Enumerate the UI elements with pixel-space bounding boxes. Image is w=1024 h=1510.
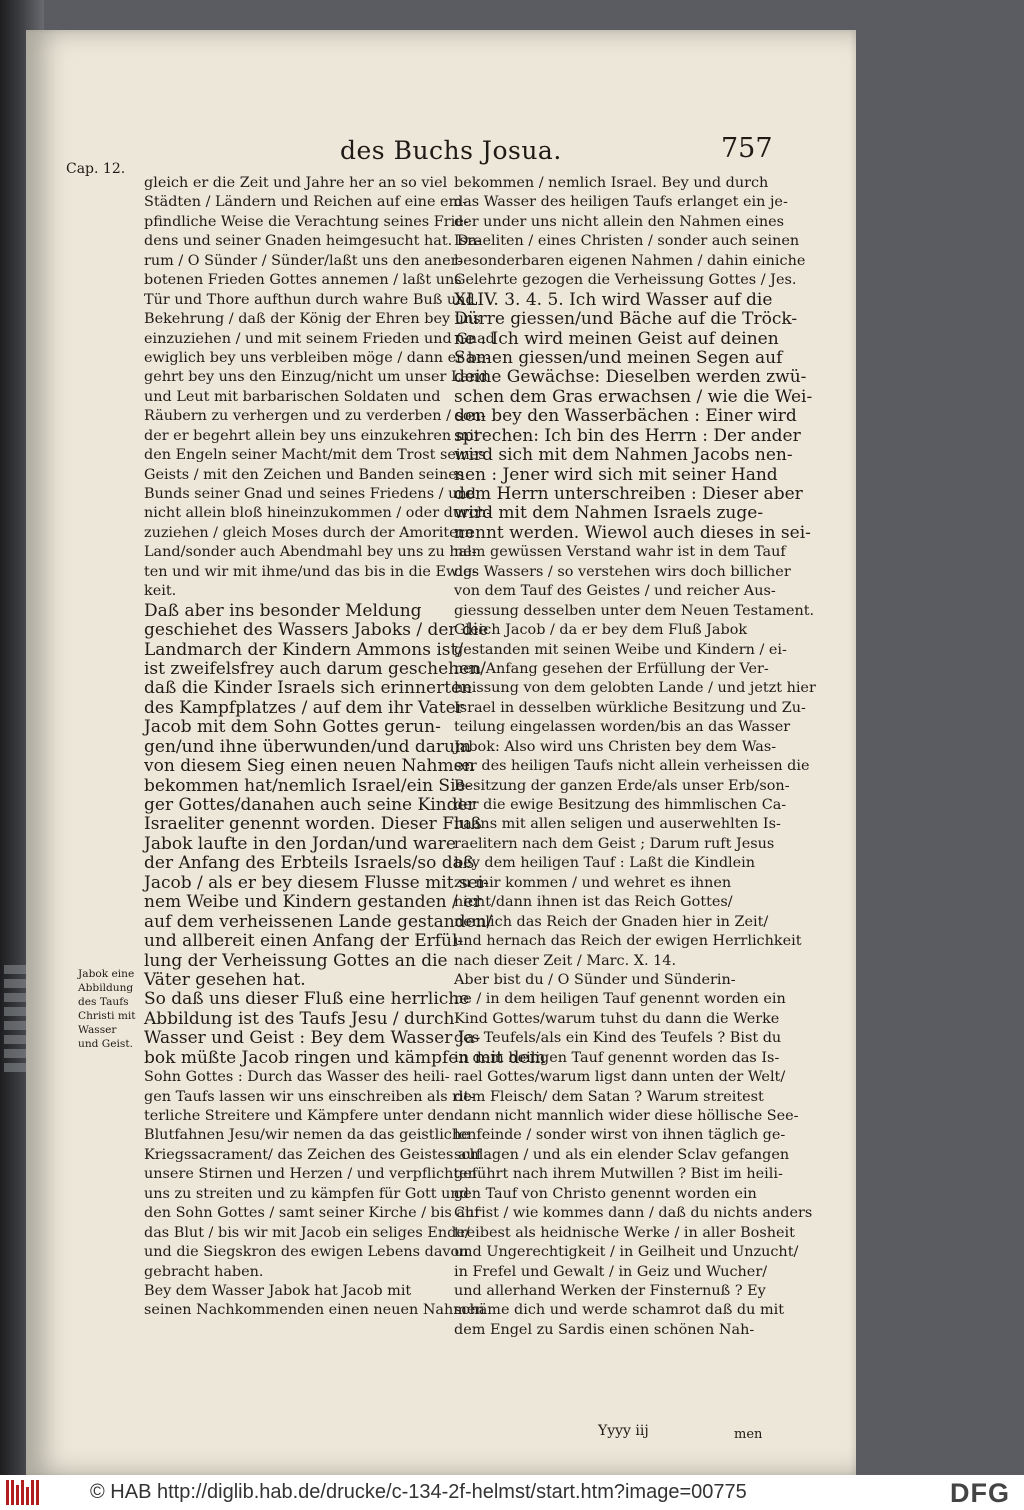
text-line: der die ewige Besitzung des himmlischen Ca- [454, 797, 787, 813]
text-line: Jacob / als er bey diesem Flusse mit sei- [144, 872, 489, 893]
text-line: terliche Streitere und Kämpfere unter den [144, 1108, 455, 1124]
text-line: von dem Tauf des Geistes / und reicher Aus- [454, 583, 776, 600]
text-line: gehrt bey uns den Einzug/nicht um unser Land [144, 369, 488, 386]
text-line: in dem heiligen Tauf genennt worden das Is- [454, 1049, 780, 1066]
text-line: Christ / wie kommes dann / daß du nichts anders [454, 1205, 813, 1222]
text-line: schäme dich und werde schamrot daß du mit [454, 1302, 784, 1319]
text-line: der Anfang des Erbteils Israels/so daß [144, 853, 475, 874]
text-line: uns zu streiten und zu kämpfen für Gott und [144, 1185, 469, 1202]
text-line: der under uns nicht allein den Nahmen eines [454, 213, 785, 230]
text-line: wird sich mit dem Nahmen Jacobs nen- [454, 445, 793, 466]
text-line: ist zweifelsfrey auch darum geschehen/ [144, 658, 486, 679]
text-line: nicht/dann ihnen ist das Reich Gottes/ [454, 894, 733, 911]
text-line: einzuziehen / und mit seinem Frieden und Gnad [144, 330, 495, 347]
text-line: Kind Gottes/warum tuhst du dann die Werke [454, 1010, 780, 1027]
text-line: Kriegssacrament/ das Zeichen des Geistes auf [144, 1146, 482, 1163]
margin-note [78, 967, 144, 1052]
text-line: daß die Kinder Israels sich erinnerten [144, 678, 473, 699]
text-line: gen/und ihne überwunden/und darum [144, 736, 472, 757]
text-line: So daß uns dieser Fluß eine herrliche [144, 989, 470, 1010]
text-line: in Frefel und Gewalt / in Geiz und Wucher/ [454, 1263, 768, 1280]
text-line: ne / in dem heiligen Tauf genennt worden ein [454, 991, 786, 1008]
margin-note-line: Christi mit [78, 1010, 136, 1023]
text-line: und allerhand Werken der Finsternuß ? Ey [454, 1282, 766, 1299]
text-line: gestanden mit seinen Weibe und Kindern / ei- [454, 641, 787, 658]
text-line: und allbereit einen Anfang der Erfül- [144, 931, 464, 952]
text-line: Bey dem Wasser Jabok hat Jacob mit [144, 1282, 412, 1299]
text-line: besonderbaren eigenen Nahmen / dahin einiche [454, 252, 806, 269]
text-line: lenfeinde / sonder wirst von ihnen täglich ge- [454, 1127, 786, 1144]
text-line: und Leut mit barbarischen Soldaten und [144, 388, 441, 405]
left-text-column [144, 174, 546, 1321]
text-line: des Kampfplatzes / auf dem ihr Vater [144, 697, 464, 718]
dfg-logo: DFG [950, 1478, 1010, 1508]
text-line: dens und seiner Gnaden heimgesucht hat. Da- [144, 233, 482, 250]
text-line: das Blut / bis wir mit Jacob ein seliges Ende/ [144, 1224, 470, 1241]
right-text-column [454, 174, 816, 1340]
text-line: teilung eingelassen worden/bis an das Wasser [454, 719, 791, 736]
footer-bar [0, 1475, 1024, 1510]
text-line: dann nicht mannlich wider diese höllische See- [454, 1108, 799, 1124]
text-line: dem Herrn unterschreiben : Dieser aber [454, 484, 803, 504]
text-line: und hernach das Reich der ewigen Herrlichkeit [454, 933, 802, 950]
text-line: bok müßte Jacob ringen und kämpfen mit dem [144, 1047, 546, 1068]
text-line: nen Anfang gesehen der Erfüllung der Ver- [454, 660, 769, 677]
text-line: auf dem verheissenen Lande gestanden/ [144, 911, 493, 932]
margin-note-line: und Geist. [78, 1038, 133, 1051]
text-line: Tür und Thore aufthun durch wahre Buß und [144, 291, 475, 308]
text-line: ger Gottes/danahen auch seine Kinder [144, 795, 476, 815]
text-line: XLIV. 3. 4. 5. Ich wird Wasser auf die [454, 289, 773, 310]
text-line: heissung von dem gelobten Lande / und jetzt hier [454, 680, 816, 697]
text-line: und Ungerechtigkeit / in Geilheit und Unzucht/ [454, 1244, 799, 1261]
text-line: ten und wir mit ihme/und das bis in die Ewig- [144, 563, 478, 580]
text-line: des Wassers / so verstehen wirs doch billicher [454, 563, 791, 580]
text-line: dem Fleisch/ dem Satan ? Warum streitest [454, 1088, 764, 1105]
text-line: schen dem Gras erwachsen / wie die Wei- [454, 386, 813, 407]
text-line: Gleich Jacob / da er bey dem Fluß Jabok [454, 622, 748, 639]
text-line: giessung desselben unter dem Neuen Testament. [454, 602, 815, 619]
running-title: des Buchs Josua. [340, 136, 562, 165]
text-line: gleich er die Zeit und Jahre her an so viel [144, 175, 448, 191]
text-line: Jabok laufte in den Jordan/und ware [144, 833, 456, 854]
text-line: und die Siegskron des ewigen Lebens davon [144, 1244, 469, 1261]
text-line: naans mit allen seligen und auserwehlten Is- [454, 816, 781, 833]
margin-note-line: Abbildung [78, 982, 134, 995]
text-line: Bunds seiner Gnad und seines Friedens / und [144, 486, 476, 502]
text-line: der er begehrt allein bey uns einzukehren mit [144, 427, 480, 444]
text-line: ser des heiligen Taufs nicht allein verheissen die [454, 758, 810, 775]
text-line: keit. [144, 583, 177, 600]
text-line: Israeliter genennt worden. Dieser Fluß [144, 814, 482, 835]
text-line: von diesem Sieg einen neuen Nahmen [144, 756, 475, 777]
text-line: sprechen: Ich bin des Herrn : Der ander [454, 425, 801, 446]
text-line: gebracht haben. [144, 1263, 264, 1280]
text-line: rael Gottes/warum ligst dann unten der Welt/ [454, 1069, 786, 1086]
text-line: Dürre giessen/und Bäche auf die Tröck- [454, 309, 798, 330]
text-line: Räubern zu verhergen und zu verderben / son- [144, 408, 486, 425]
page-number: 757 [721, 133, 773, 164]
text-line: Jacob mit dem Sohn Gottes gerun- [144, 717, 441, 738]
chapter-marker: Cap. 12. [66, 161, 126, 177]
text-line: Land/sonder auch Abendmahl bey uns zu hal- [144, 544, 477, 561]
text-line: botenen Frieden Gottes annemen / laßt uns [144, 272, 462, 289]
text-line: Städten / Ländern und Reichen auf eine em- [144, 194, 468, 211]
text-line: zu mir kommen / und wehret es ihnen [454, 874, 732, 891]
text-line: Daß aber ins besonder Meldung [144, 600, 422, 621]
text-line: nen : Jener wird sich mit seiner Hand [454, 464, 778, 485]
text-line: Gelehrte gezogen die Verheissung Gottes / Jes. [454, 272, 797, 289]
text-line: pfindliche Weise die Verachtung seines Frie- [144, 213, 469, 230]
text-line: ne : Ich wird meinen Geist auf deinen [454, 328, 779, 349]
text-line: Blutfahnen Jesu/wir nemen da das geistliche [144, 1127, 470, 1144]
text-line: nennt werden. Wiewol auch dieses in sei- [454, 522, 811, 543]
text-line: Aber bist du / O Sünder und Sünderin- [454, 971, 736, 988]
library-logo-icon [6, 1480, 40, 1505]
text-line: das Wasser des heiligen Taufs erlanget ein je- [454, 194, 788, 211]
text-line: raelitern nach dem Geist ; Darum ruft Jesus [454, 835, 775, 852]
text-line: ewiglich bey uns verbleiben möge / dann er be- [144, 349, 491, 366]
text-line: nem Weibe und Kindern gestanden / er [144, 892, 482, 913]
text-line: seinen Nachkommenden einen neuen Nahmen [144, 1302, 485, 1319]
catchword: men [734, 1427, 763, 1442]
text-line: gen Tauf von Christo genennt worden ein [454, 1185, 757, 1202]
text-line: wird mit dem Nahmen Israels zuge- [454, 503, 764, 524]
text-line: schlagen / und als ein elender Sclav gefangen [454, 1146, 790, 1163]
text-line: Israel in desselben würkliche Besitzung und Zu- [454, 699, 806, 716]
text-line: den Sohn Gottes / samt seiner Kirche / bis auf [144, 1205, 480, 1222]
text-line: geführt nach ihrem Mutwillen ? Bist im heili- [454, 1166, 783, 1183]
text-line: lung der Verheissung Gottes an die [144, 950, 448, 971]
text-line: Landmarch der Kindern Ammons ist/ [144, 639, 464, 660]
text-line: nem gewüssen Verstand wahr ist in dem Tauf [454, 544, 786, 561]
margin-note-line: Jabok eine [78, 968, 135, 980]
text-line: Wasser und Geist : Bey dem Wasser Ja- [144, 1028, 481, 1049]
text-line: bekommen / nemlich Israel. Bey und durch [454, 175, 769, 191]
source-url[interactable]: © HAB http://diglib.hab.de/drucke/c-134-2f-helmst/start.htm?image=00775 [90, 1481, 747, 1503]
text-line: Jabok: Also wird uns Christen bey dem Was- [454, 738, 777, 755]
text-line: den Engeln seiner Macht/mit dem Trost seines [144, 447, 486, 464]
book-page [26, 30, 856, 1475]
text-line: treibest als heidnische Werke / in aller Bosheit [454, 1224, 795, 1241]
text-line: Israeliten / eines Christen / sonder auch seinen [454, 233, 800, 250]
text-line: Besitzung der ganzen Erde/als unser Erb/son- [454, 777, 790, 794]
text-line: nach dieser Zeit / Marc. X. 14. [454, 952, 677, 969]
text-line: zuziehen / gleich Moses durch der Amoritern [144, 524, 474, 541]
text-line: deine Gewächse: Dieselben werden zwü- [454, 367, 807, 388]
text-line: Bekehrung / daß der König der Ehren bey uns [144, 311, 481, 328]
text-line: Geists / mit den Zeichen und Banden seines [144, 466, 465, 483]
text-line: Sohn Gottes : Durch das Wasser des heili- [144, 1069, 450, 1086]
text-line: unsere Stirnen und Herzen / und verpflichten [144, 1166, 477, 1183]
text-line: bekommen hat/nemlich Israel/ein Sie- [144, 775, 472, 796]
text-line: des Teufels/als ein Kind des Teufels ? Bist du [454, 1030, 782, 1047]
signature-mark: Yyyy iij [598, 1423, 649, 1439]
text-line: Samen giessen/und meinen Segen auf [454, 347, 783, 368]
margin-note-line: Wasser [78, 1024, 117, 1037]
text-line: gen Taufs lassen wir uns einschreiben als rit- [144, 1088, 475, 1105]
text-line: dem Engel zu Sardis einen schönen Nah- [454, 1321, 755, 1338]
text-line: rum / O Sünder / Sünder/laßt uns den aner- [144, 252, 463, 269]
text-line: bey dem heiligen Tauf : Laßt die Kindlein [454, 855, 756, 872]
text-line: Väter gesehen hat. [144, 969, 306, 990]
text-line: nemlich das Reich der Gnaden hier in Zeit/ [454, 913, 769, 930]
text-line: den bey den Wasserbächen : Einer wird [454, 406, 797, 427]
text-line: nicht allein bloß hineinzukommen / oder durch- [144, 505, 492, 522]
text-line: geschiehet des Wassers Jaboks / der die [144, 620, 489, 641]
text-line: Abbildung ist des Taufs Jesu / durch [144, 1008, 455, 1029]
margin-note-line: des Taufs [78, 996, 129, 1009]
